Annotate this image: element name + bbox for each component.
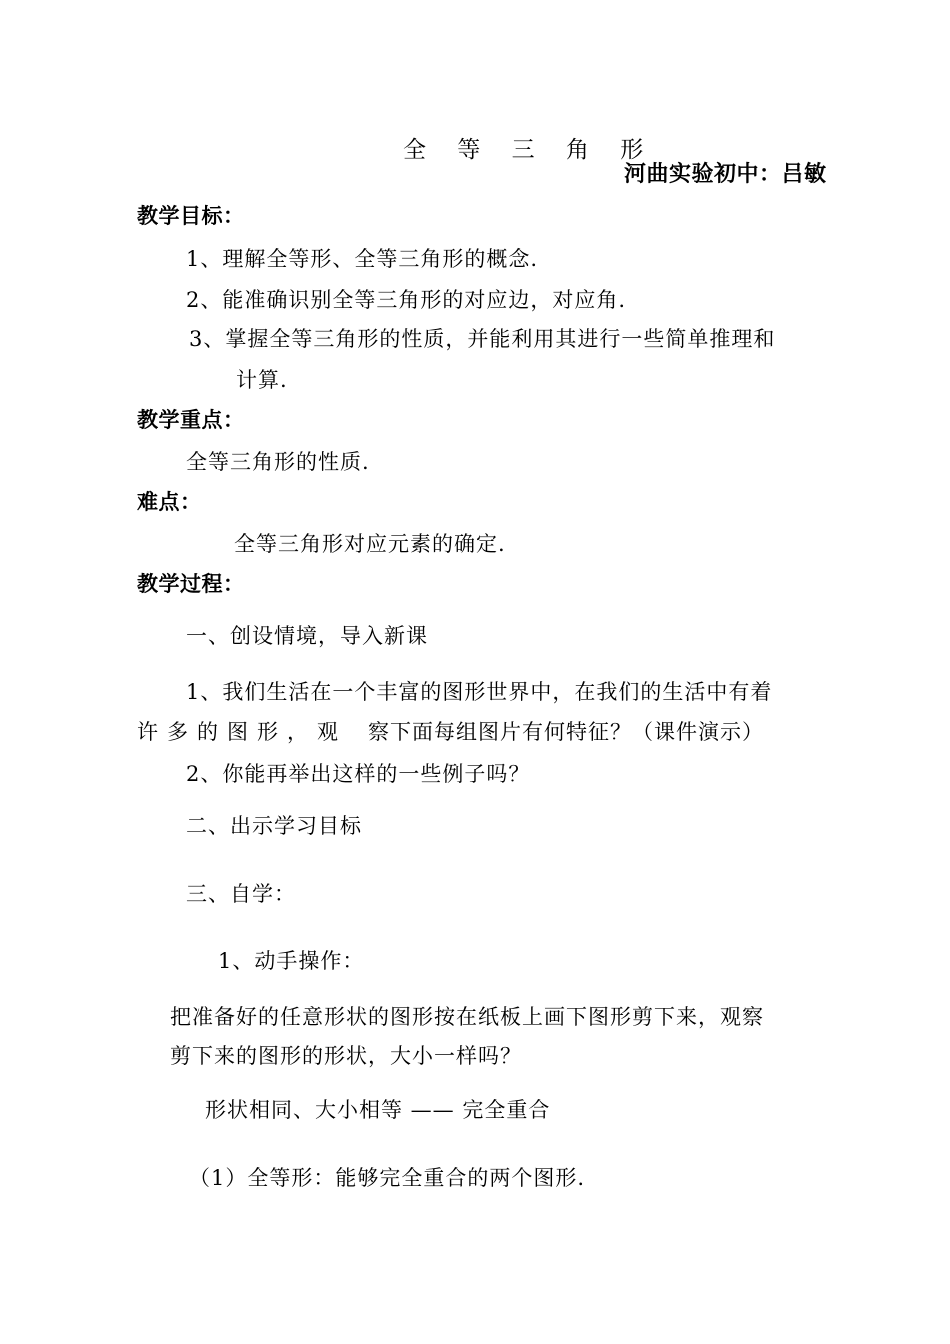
- difficulty-text: 全等三角形对应元素的确定.: [234, 532, 506, 556]
- item-1-line-2b: 察下面每组图片有何特征？（课件演示）: [368, 720, 764, 744]
- process-heading: 教学过程：: [137, 572, 245, 596]
- sub-1-title: 1、动手操作：: [218, 949, 365, 973]
- summary-line: 形状相同、大小相等 —— 完全重合: [205, 1098, 551, 1122]
- part-1-title: 一、创设情境，导入新课: [186, 624, 428, 648]
- key-point-text: 全等三角形的性质.: [186, 450, 370, 474]
- key-point-heading: 教学重点：: [137, 408, 245, 432]
- paragraph-line-1: 把准备好的任意形状的图形按在纸板上画下图形剪下来，观察: [170, 1005, 764, 1029]
- goal-item-2: 2、能准确识别全等三角形的对应边，对应角.: [186, 288, 627, 312]
- definition-line: （1）全等形：能够完全重合的两个图形.: [189, 1166, 586, 1190]
- item-1-line-1: 1、我们生活在一个丰富的图形世界中，在我们的生活中有着: [186, 680, 773, 704]
- goal-item-1: 1、理解全等形、全等三角形的概念.: [186, 247, 539, 271]
- author-line: 河曲实验初中：吕敏: [624, 162, 827, 187]
- part-2-title: 二、出示学习目标: [186, 814, 362, 838]
- item-2: 2、你能再举出这样的一些例子吗？: [186, 762, 531, 786]
- part-3-title: 三、自学：: [186, 882, 296, 906]
- goal-item-3-continued: 计算.: [236, 368, 288, 392]
- goals-heading: 教学目标：: [137, 204, 245, 228]
- document-title: 全 等 三 角 形: [403, 137, 656, 163]
- difficulty-heading: 难点：: [137, 490, 202, 514]
- item-1-line-2a: 许多的图形，观: [137, 720, 347, 744]
- goal-item-3: 3、掌握全等三角形的性质，并能利用其进行一些简单推理和: [189, 327, 776, 351]
- paragraph-line-2: 剪下来的图形的形状，大小一样吗？: [170, 1044, 522, 1068]
